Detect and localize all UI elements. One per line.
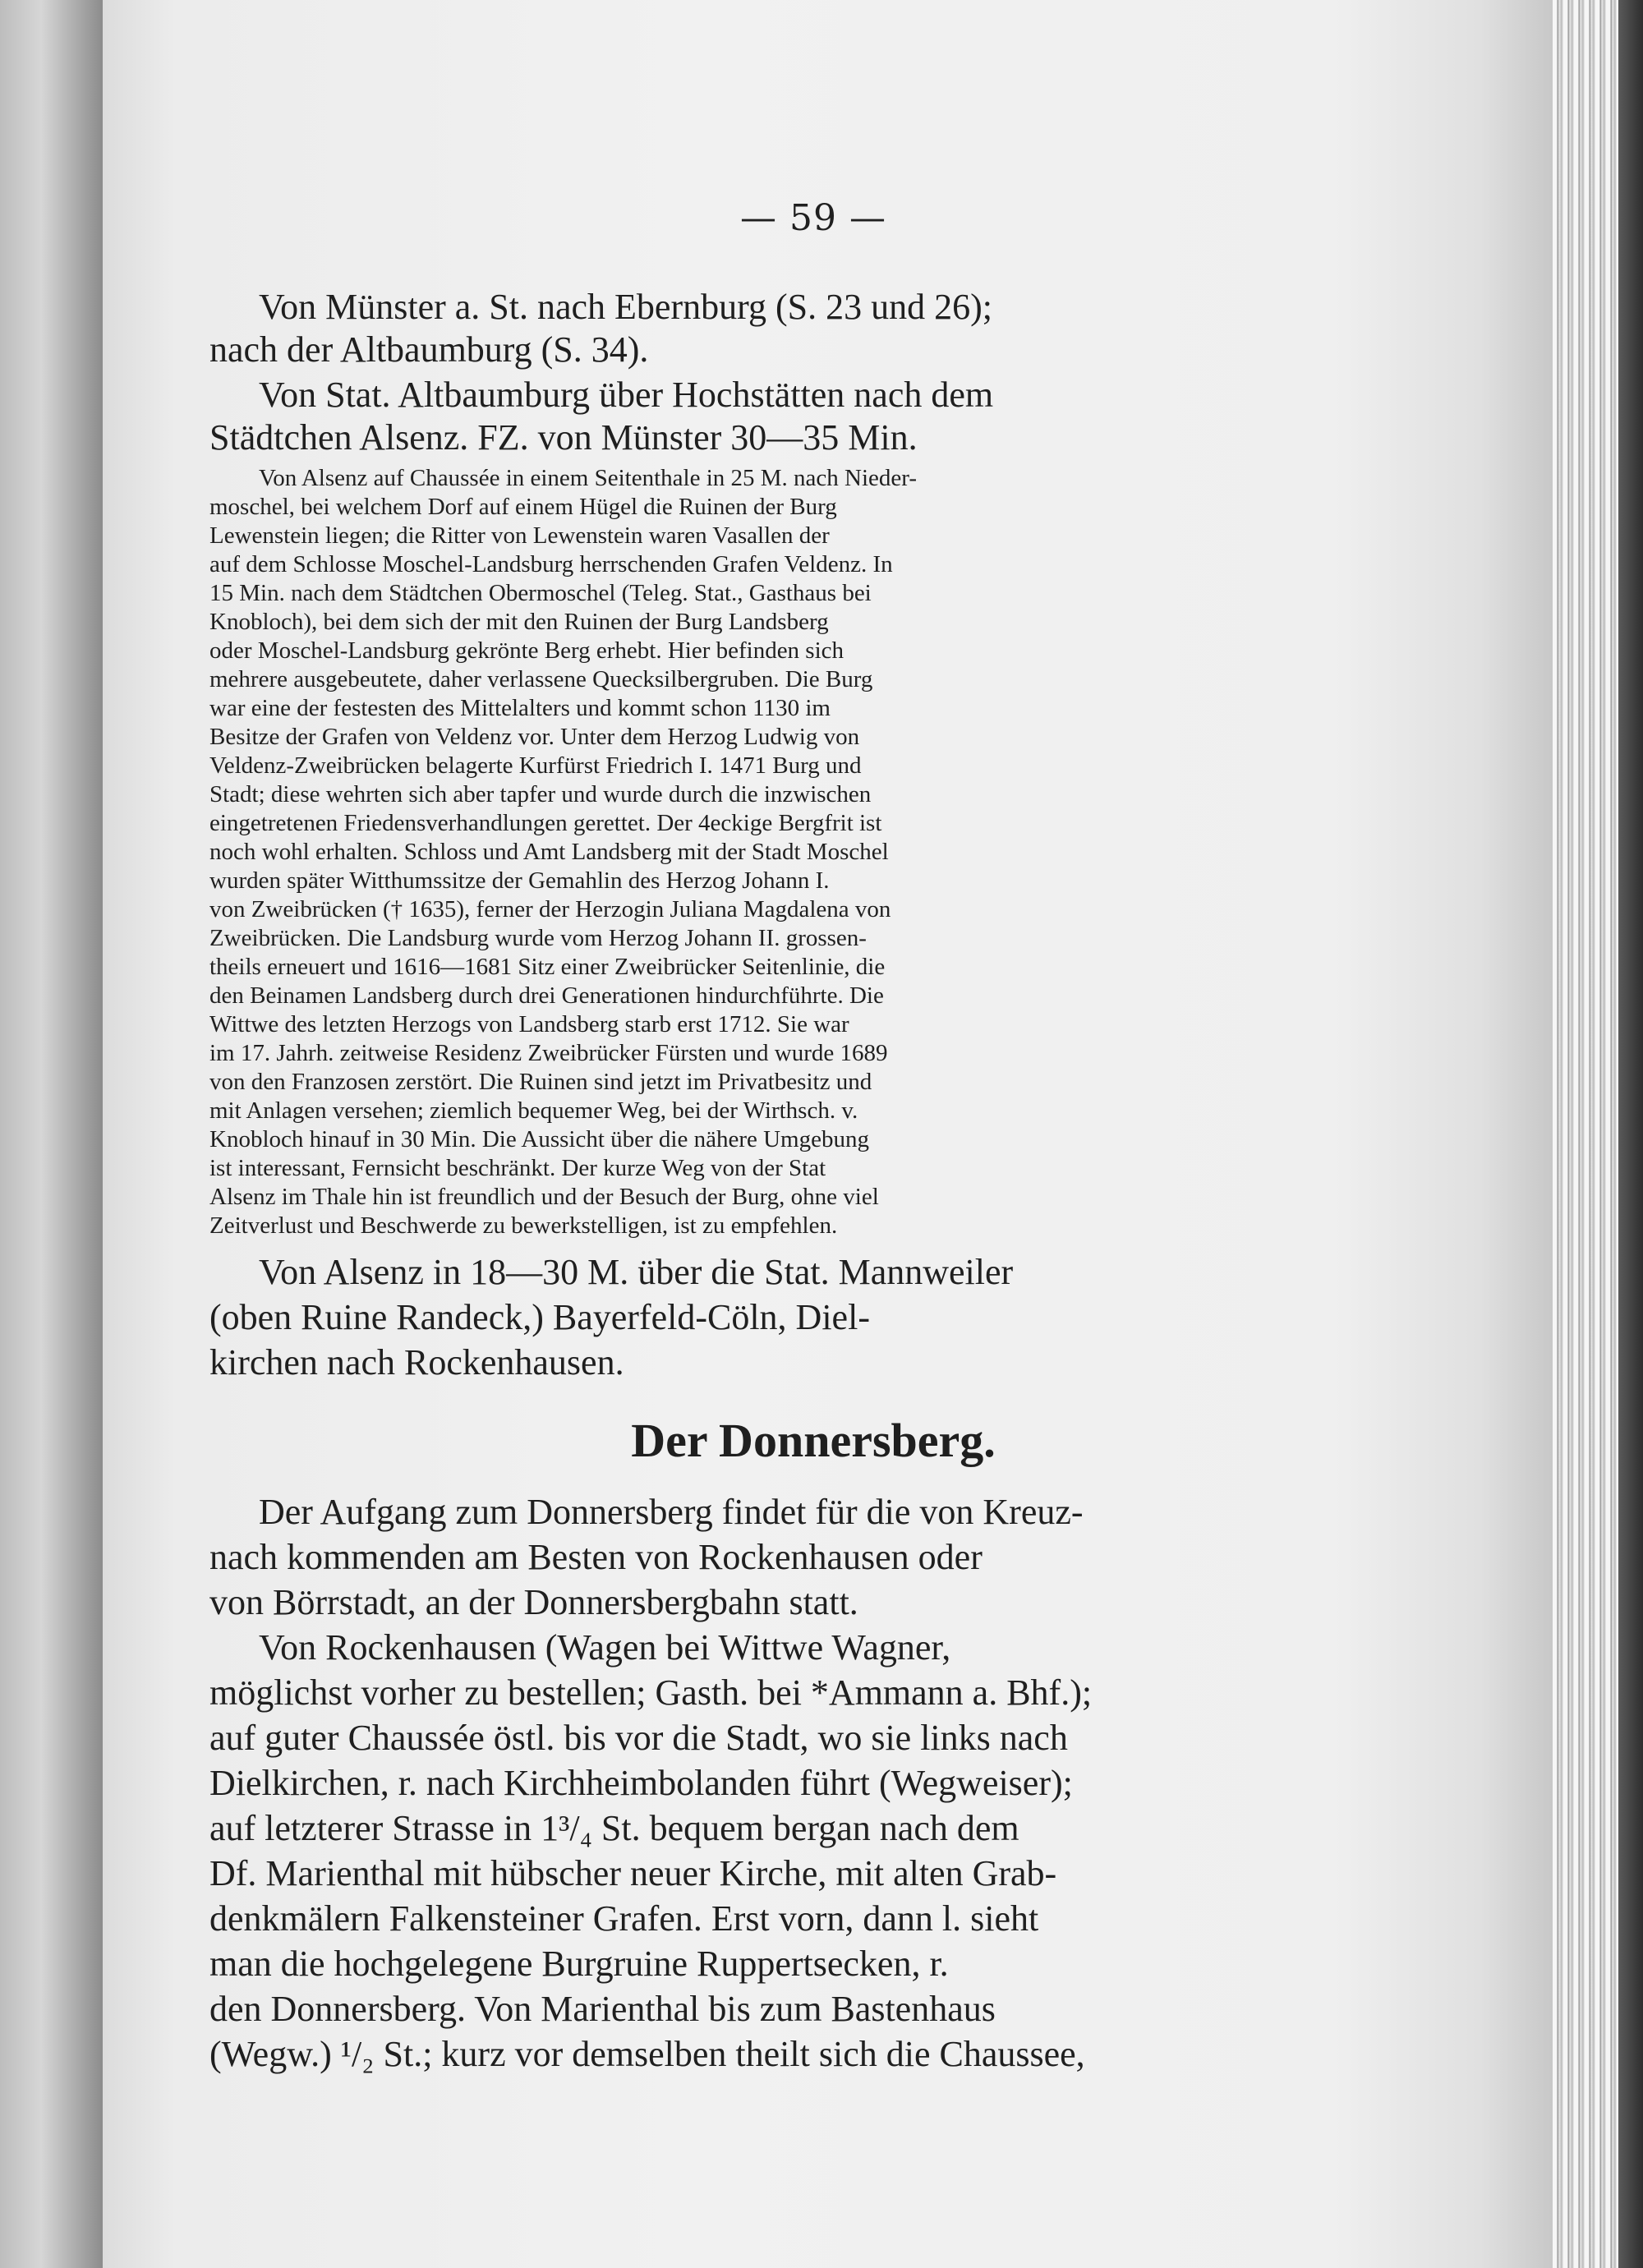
book-page [103,0,1553,2268]
small-text-line: Alsenz im Thale hin ist freundlich und der Besuch der Burg, ohne viel [209,1184,879,1210]
small-text-line: noch wohl erhalten. Schloss und Amt Landsberg mit der Stadt Moschel [209,839,889,865]
small-text-line: moschel, bei welchem Dorf auf einem Hügel die Ruinen der Burg [209,494,837,520]
section-heading: Der Donnersberg. [631,1414,996,1467]
text-line: von Börrstadt, an der Donnersbergbahn statt. [209,1582,858,1622]
small-text-line: mehrere ausgebeutete, daher verlassene Quecksilbergruben. Die Burg [209,666,873,692]
small-text-line: Stadt; diese wehrten sich aber tapfer und wurde durch die inzwischen [209,781,872,807]
small-text-line: eingetretenen Friedensverhandlungen gerettet. Der 4eckige Bergfrit ist [209,810,882,836]
small-text-line: auf dem Schlosse Moschel-Landsburg herrschenden Grafen Veldenz. In [209,551,893,577]
text-line: möglichst vorher zu bestellen; Gasth. bei *Ammann a. Bhf.); [209,1672,1093,1713]
small-text-line: mit Anlagen versehen; ziemlich bequemer Weg, bei der Wirthsch. v. [209,1097,858,1124]
small-text-line: war eine der festesten des Mittelalters und kommt schon 1130 im [209,695,831,721]
text-line: nach kommenden am Besten von Rockenhausen oder [209,1537,983,1577]
book-gutter [0,0,103,2268]
text-line: auf letzterer Strasse in 1³/₄ St. bequem bergan nach dem [209,1808,1019,1848]
small-text-line: theils erneuert und 1616—1681 Sitz einer Zweibrücker Seitenlinie, die [209,954,886,980]
text-line: (oben Ruine Randeck,) Bayerfeld-Cöln, Diel- [209,1297,870,1337]
text-line: Von Rockenhausen (Wagen bei Wittwe Wagner, [259,1627,951,1668]
text-line: man die hochgelegene Burgruine Ruppertsecken, r. [209,1944,949,1984]
text-line: denkmälern Falkensteiner Grafen. Erst vorn, dann l. sieht [209,1898,1039,1939]
small-text-line: den Beinamen Landsberg durch drei Generationen hindurchführte. Die [209,982,884,1009]
text-line: Dielkirchen, r. nach Kirchheimbolanden führt (Wegweiser); [209,1763,1073,1803]
text-line: Df. Marienthal mit hübscher neuer Kirche, mit alten Grab- [209,1853,1057,1893]
small-text-line: Knobloch hinauf in 30 Min. Die Aussicht über die nähere Umgebung [209,1126,869,1152]
small-text-line: ist interessant, Fernsicht beschränkt. Der kurze Weg von der Stat [209,1155,826,1181]
small-text-line: 15 Min. nach dem Städtchen Obermoschel (Teleg. Stat., Gasthaus bei [209,580,872,606]
small-text-line: Lewenstein liegen; die Ritter von Lewenstein waren Vasallen der [209,522,830,549]
small-text-line: Knobloch), bei dem sich der mit den Ruinen der Burg Landsberg [209,609,829,635]
small-text-line: oder Moschel-Landsburg gekrönte Berg erhebt. Hier befinden sich [209,637,845,664]
small-text-line: von Zweibrücken († 1635), ferner der Herzogin Juliana Magdalena von [209,896,891,922]
text-line: kirchen nach Rockenhausen. [209,1342,624,1382]
text-line: Der Aufgang zum Donnersberg findet für die von Kreuz- [259,1492,1084,1532]
small-text-line: Zeitverlust und Beschwerde zu bewerkstelligen, ist zu empfehlen. [209,1212,838,1239]
text-line: (Wegw.) ¹/₂ St.; kurz vor demselben theilt sich die Chaussee, [209,2034,1085,2074]
text-line: Von Münster a. St. nach Ebernburg (S. 23 und 26); [259,287,992,327]
small-text-line: von den Franzosen zerstört. Die Ruinen sind jetzt im Privatbesitz und [209,1069,872,1095]
text-line: auf guter Chaussée östl. bis vor die Stadt, wo sie links nach [209,1718,1068,1758]
text-line: Städtchen Alsenz. FZ. von Münster 30—35 Min. [209,417,918,458]
text-line: Von Stat. Altbaumburg über Hochstätten nach dem [259,375,994,415]
small-text-line: wurden später Witthumssitze der Gemahlin des Herzog Johann I. [209,867,830,894]
small-text-line: Besitze der Grafen von Veldenz vor. Unter dem Herzog Ludwig von [209,724,860,750]
book-page-edges [1553,0,1643,2268]
text-line: nach der Altbaumburg (S. 34). [209,329,649,370]
text-line: Von Alsenz in 18—30 M. über die Stat. Mannweiler [259,1252,1014,1292]
page-number: — 59 — [740,197,886,239]
small-text-line: im 17. Jahrh. zeitweise Residenz Zweibrücker Fürsten und wurde 1689 [209,1040,888,1066]
small-text-line: Veldenz-Zweibrücken belagerte Kurfürst Friedrich I. 1471 Burg und [209,752,862,779]
small-text-line: Wittwe des letzten Herzogs von Landsberg starb erst 1712. Sie war [209,1011,849,1037]
text-line: den Donnersberg. Von Marienthal bis zum Bastenhaus [209,1989,996,2029]
small-text-line: Von Alsenz auf Chaussée in einem Seitenthale in 25 M. nach Nieder- [259,465,918,491]
small-text-line: Zweibrücken. Die Landsburg wurde vom Herzog Johann II. grossen- [209,925,867,951]
